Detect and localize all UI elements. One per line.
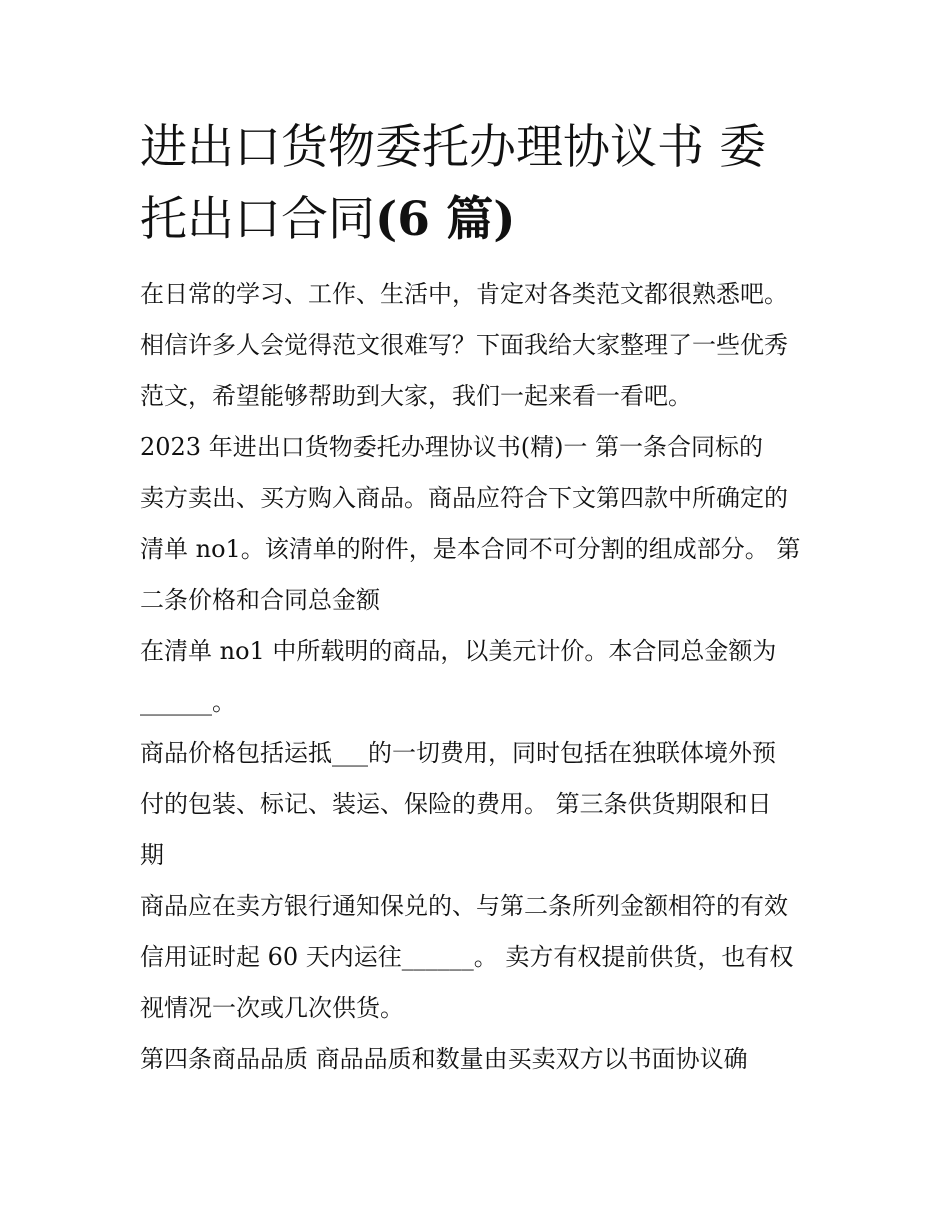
body-line: ______。 (140, 688, 236, 716)
body-line: 信用证时起 60 天内运往______。 卖方有权提前供货，也有权 (140, 943, 794, 971)
body-line: 范文，希望能够帮助到大家，我们一起来看一看吧。 (140, 382, 692, 410)
document-body (140, 269, 820, 1085)
body-line: 付的包装、标记、装运、保险的费用。 第三条供货期限和日 (140, 790, 772, 818)
body-line: 二条价格和合同总金额 (140, 586, 380, 614)
title-line-2 (140, 184, 820, 256)
title-count: (6 篇) (375, 192, 516, 247)
body-line: 2023 年进出口货物委托办理协议书(精)一 第一条合同标的 (140, 433, 764, 461)
body-line: 卖方卖出、买方购入商品。商品应符合下文第四款中所确定的 (140, 484, 788, 512)
document-page (140, 112, 820, 1085)
title-line-2-text: 托出口合同 (140, 192, 375, 247)
document-title (140, 112, 820, 256)
title-line-1: 进出口货物委托办理协议书 委 (140, 120, 766, 175)
body-line: 相信许多人会觉得范文很难写？下面我给大家整理了一些优秀 (140, 331, 788, 359)
body-line: 商品价格包括运抵___的一切费用，同时包括在独联体境外预 (140, 739, 776, 767)
body-line: 期 (140, 841, 164, 869)
body-line: 在清单 no1 中所载明的商品，以美元计价。本合同总金额为 (140, 637, 777, 665)
body-line: 视情况一次或几次供货。 (140, 994, 404, 1022)
body-line: 清单 no1。该清单的附件，是本合同不可分割的组成部分。 第 (140, 535, 801, 563)
body-line: 第四条商品品质 商品品质和数量由买卖双方以书面协议确 (140, 1045, 748, 1073)
body-line: 商品应在卖方银行通知保兑的、与第二条所列金额相符的有效 (140, 892, 788, 920)
body-line: 在日常的学习、工作、生活中，肯定对各类范文都很熟悉吧。 (140, 280, 788, 308)
